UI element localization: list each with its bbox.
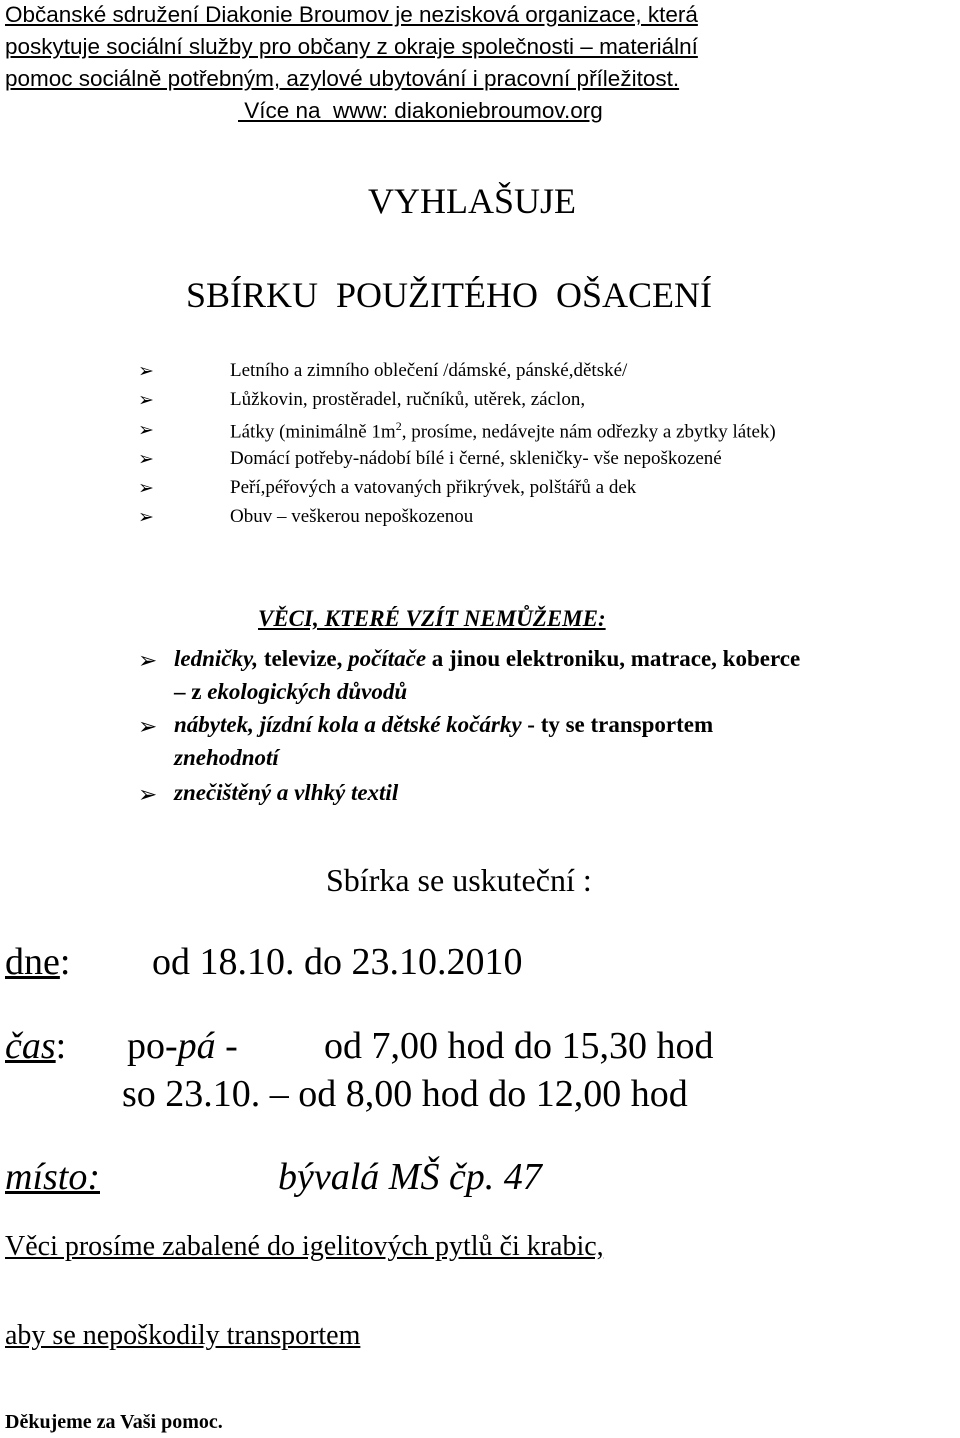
not-accepted-item-furniture <box>174 712 713 738</box>
list-item-fabric <box>230 419 776 443</box>
fabric-superscript: 2 <box>395 419 402 433</box>
reason-ecological: ekologických důvodů <box>207 679 408 704</box>
arrowhead-bullet-icon: ➢ <box>138 648 158 674</box>
list-item: Letního a zimního oblečení /dámské, pánské,dětské/ <box>230 360 628 381</box>
thanks-note: Děkujeme za Vaši pomoc. <box>5 1411 223 1433</box>
not-accepted-item-furniture-line2: znehodnotí <box>174 745 279 770</box>
fabric-text: Látky (minimálně 1m <box>230 421 396 443</box>
arrowhead-bullet-icon: ➢ <box>138 360 154 382</box>
days-to: pá <box>177 1025 216 1067</box>
event-time-saturday: so 23.10. – od 8,00 hod do 12,00 hod <box>122 1073 688 1115</box>
arrowhead-bullet-icon: ➢ <box>138 419 154 441</box>
time-label: čas <box>5 1025 56 1067</box>
furniture-reason: - ty se transportem <box>521 712 714 737</box>
packing-note-line-2: aby se nepoškodily transportem <box>5 1320 361 1351</box>
electronics-tv: televize, <box>258 646 349 671</box>
list-item: Obuv – veškerou nepoškozenou <box>230 506 474 527</box>
not-accepted-item-textile: znečištěný a vlhký textil <box>174 780 399 805</box>
heading-announces: VYHLAŠUJE <box>368 181 577 221</box>
event-time-row <box>5 1024 66 1068</box>
not-accepted-item-electronics-reason <box>174 679 407 705</box>
arrowhead-bullet-icon: ➢ <box>138 477 154 499</box>
list-item: Domácí potřeby-nádobí bílé i černé, skleničky- vše nepoškozené <box>230 448 722 469</box>
intro-line-1: Občanské sdružení Diakonie Broumov je nezisková organizace, která <box>5 2 698 27</box>
arrowhead-bullet-icon: ➢ <box>138 389 154 411</box>
date-label: dne <box>5 941 60 983</box>
fabric-text-rest: , prosíme, nedávejte nám odřezky a zbytky látek) <box>401 421 776 443</box>
intro-line-3: pomoc sociálně potřebným, azylové ubytování i pracovní příležitost. <box>5 66 680 91</box>
heading-collection-title: SBÍRKU POUŽITÉHO OŠACENÍ <box>186 275 713 315</box>
electronics-rest: a jinou elektroniku, matrace, koberce <box>426 646 801 671</box>
time-colon: : <box>55 1025 67 1067</box>
list-item: Lůžkovin, prostěradel, ručníků, utěrek, záclon, <box>230 389 586 410</box>
arrowhead-bullet-icon: ➢ <box>138 782 158 808</box>
event-time-weekday: od 7,00 hod do 15,30 hod <box>324 1025 714 1067</box>
not-accepted-title: VĚCI, KTERÉ VZÍT NEMŮŽEME: <box>258 606 606 631</box>
event-place-label: místo: <box>5 1156 100 1198</box>
not-accepted-item-electronics <box>174 646 800 672</box>
event-announce: Sbírka se uskuteční : <box>326 862 592 898</box>
event-place-value: bývalá MŠ čp. 47 <box>278 1156 542 1198</box>
arrowhead-bullet-icon: ➢ <box>138 506 154 528</box>
electronics-fridges: ledničky, <box>174 646 259 671</box>
packing-note-line-1: Věci prosíme zabalené do igelitových pytlů či krabic, <box>5 1231 604 1262</box>
event-date-value: od 18.10. do 23.10.2010 <box>152 941 523 983</box>
list-item: Peří,péřových a vatovaných přikrývek, polštářů a dek <box>230 477 637 498</box>
days-from: po- <box>127 1025 178 1067</box>
days-dash: - <box>215 1025 238 1067</box>
date-colon: : <box>59 941 71 983</box>
electronics-computers: počítače <box>348 646 427 671</box>
event-date-row <box>5 940 70 984</box>
intro-website-line: Více na www: diakoniebroumov.org <box>238 98 603 123</box>
reason-prefix: – z <box>174 679 208 704</box>
event-time-days <box>127 1024 238 1068</box>
arrowhead-bullet-icon: ➢ <box>138 714 158 740</box>
arrowhead-bullet-icon: ➢ <box>138 448 154 470</box>
furniture-items: nábytek, jízdní kola a dětské kočárky <box>174 712 522 737</box>
intro-line-2: poskytuje sociální služby pro občany z okraje společnosti – materiální <box>5 34 698 59</box>
